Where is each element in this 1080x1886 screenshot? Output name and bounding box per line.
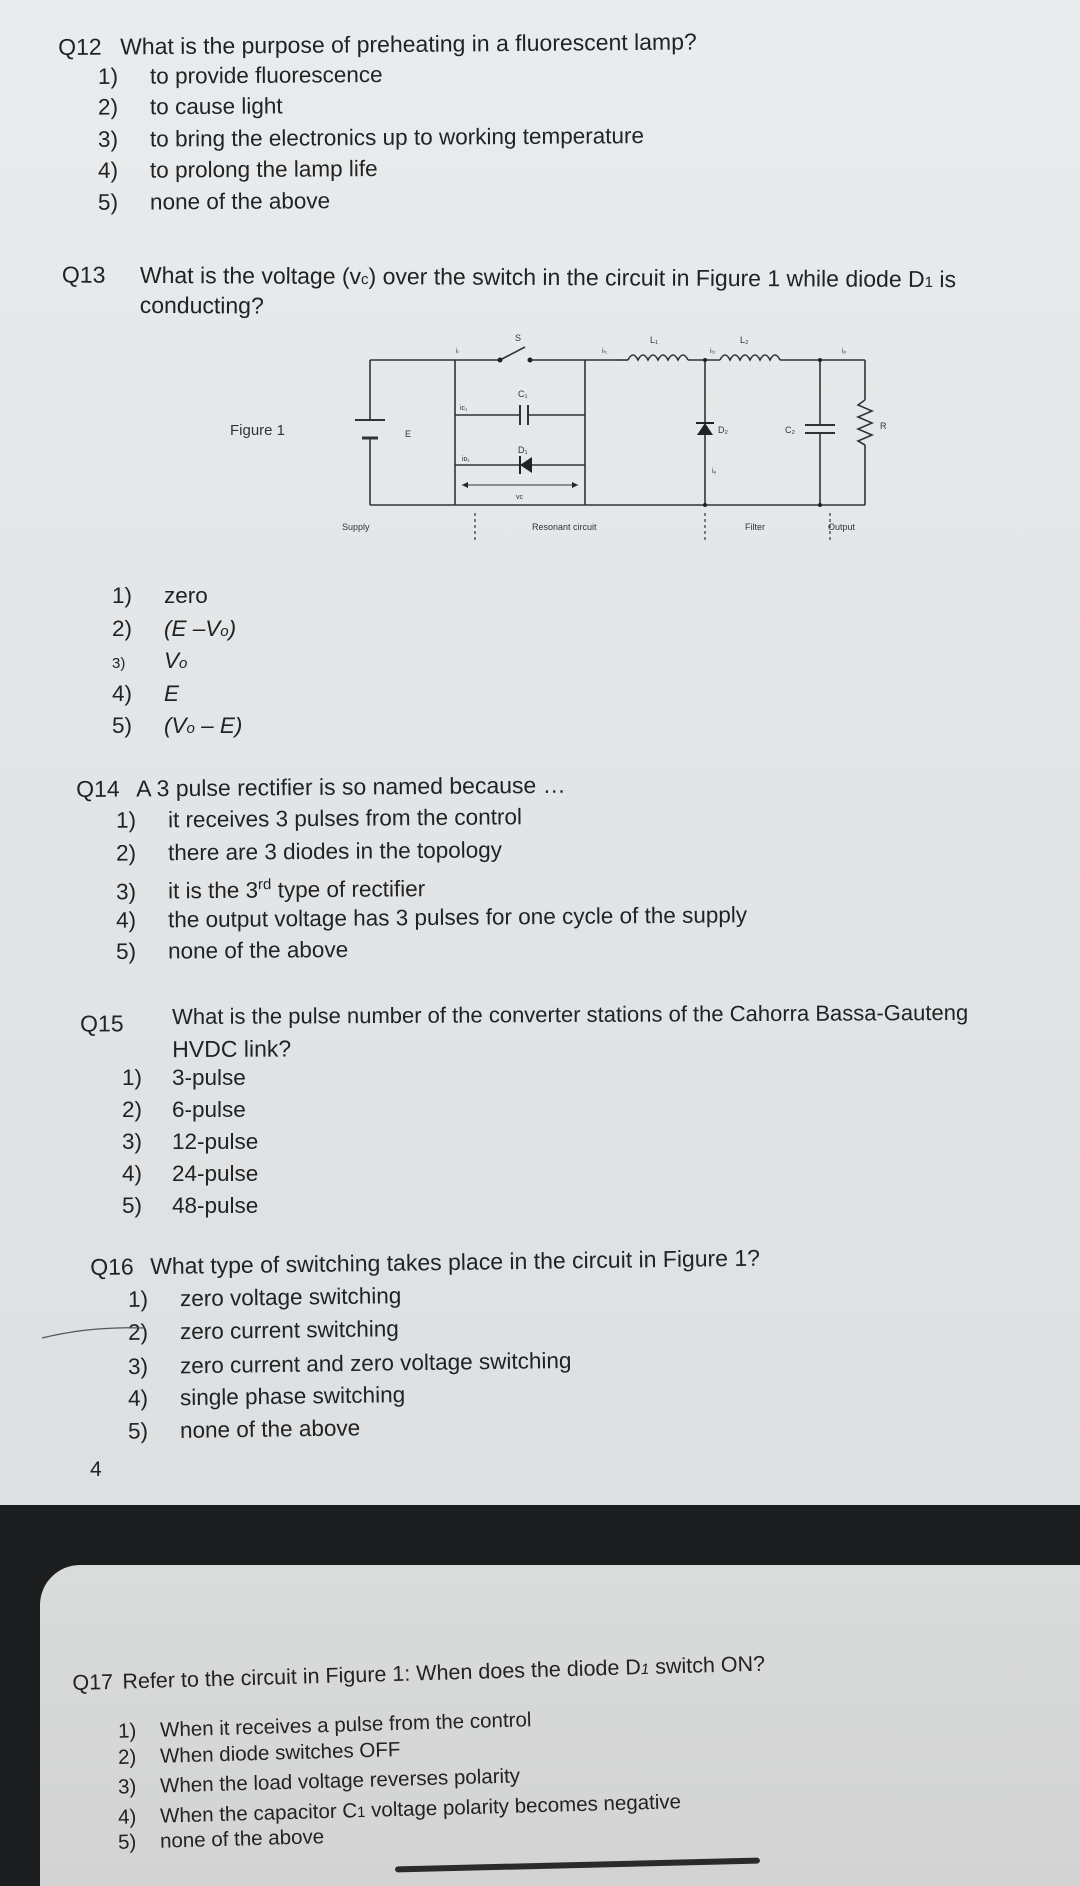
svg-text:vc: vc	[516, 494, 523, 501]
option-q13-2[interactable]: 2) (E –Vo)	[112, 616, 237, 641]
switch-contact	[498, 358, 503, 363]
svg-text:iᴅ₁: iᴅ₁	[462, 456, 470, 463]
page-divider	[0, 1505, 1080, 1565]
section-label-supply: Supply	[342, 522, 370, 532]
svg-text:iₗ₂: iₗ₂	[710, 348, 716, 355]
question-number: Q12	[58, 33, 102, 60]
inductor-l2	[720, 355, 780, 360]
question-text: What is the purpose of preheating in a fluorescent lamp?	[120, 28, 697, 60]
switch-contact	[528, 358, 533, 363]
svg-text:S: S	[515, 333, 522, 343]
question-number: Q13	[61, 261, 106, 288]
question-number: Q15	[80, 1010, 124, 1037]
svg-text:L₁: L₁	[650, 335, 659, 345]
option-q17-1[interactable]: 1) When it receives a pulse from the control	[117, 1708, 532, 1743]
option-q16-3[interactable]: 3) zero current and zero voltage switching	[127, 1347, 572, 1380]
switch-blade	[500, 347, 525, 360]
diode-d2	[697, 423, 713, 435]
question-text: What is the pulse number of the converter stations of the Cahorra Bassa-Gauteng	[172, 999, 969, 1030]
question-number: Q16	[90, 1253, 134, 1280]
option-q16-4[interactable]: 4) single phase switching	[127, 1382, 406, 1411]
option-q17-2[interactable]: 2) When diode switches OFF	[117, 1738, 401, 1769]
section-label-output: Output	[828, 522, 856, 532]
question-text: A 3 pulse rectifier is so named because …	[136, 771, 566, 802]
section-label-resonant: Resonant circuit	[532, 522, 597, 532]
svg-text:L₂: L₂	[740, 335, 749, 345]
option-q16-2[interactable]: 2) zero current switching	[127, 1316, 399, 1345]
svg-text:D₂: D₂	[718, 425, 728, 435]
option-q14-4[interactable]: 4) the output voltage has 3 pulses for one cycle of the supply	[115, 902, 748, 933]
option-q17-4[interactable]: 4) When the capacitor C1 voltage polarity becomes negative	[117, 1790, 682, 1829]
option-q12-5[interactable]: 5) none of the above	[97, 188, 331, 215]
inductor-l1	[628, 355, 688, 360]
option-q13-5[interactable]: 5) (Vo – E)	[112, 713, 243, 738]
option-q17-3[interactable]: 3) When the load voltage reverses polarity	[117, 1764, 521, 1799]
option-q15-1[interactable]: 1) 3-pulse	[122, 1065, 246, 1090]
question-text-cont: conducting?	[139, 291, 264, 319]
option-q14-3[interactable]: 3) it is the 3rd type of rectifier	[115, 875, 426, 904]
option-q12-3[interactable]: 3) to bring the electronics up to working temperature	[97, 123, 645, 152]
svg-text:D₁: D₁	[518, 445, 528, 455]
question-number: Q17	[72, 1669, 114, 1695]
question-text: Refer to the circuit in Figure 1: When does the diode D1 switch ON?	[122, 1651, 766, 1694]
question-number: Q14	[76, 775, 120, 802]
option-q14-5[interactable]: 5) none of the above	[115, 936, 349, 965]
resistor-r	[858, 400, 872, 445]
option-q15-2[interactable]: 2) 6-pulse	[122, 1097, 246, 1122]
option-q14-2[interactable]: 2) there are 3 diodes in the topology	[115, 837, 503, 866]
option-q15-4[interactable]: 4) 24-pulse	[122, 1161, 259, 1186]
option-q13-4[interactable]: 4) E	[112, 681, 180, 706]
option-q12-2[interactable]: 2) to cause light	[97, 93, 283, 120]
figure-label: Figure 1	[230, 422, 286, 439]
option-q16-1[interactable]: 1) zero voltage switching	[127, 1283, 402, 1312]
svg-text:iᵢ: iᵢ	[456, 348, 459, 355]
svg-text:E: E	[405, 429, 412, 439]
option-q17-5[interactable]: 5) none of the above	[117, 1825, 325, 1854]
option-q14-1[interactable]: 1) it receives 3 pulses from the control	[115, 804, 523, 833]
option-q13-3[interactable]: 3) Vo	[112, 648, 188, 673]
option-q15-5[interactable]: 5) 48-pulse	[122, 1193, 259, 1218]
svg-text:iₒ: iₒ	[842, 348, 847, 355]
question-text: What type of switching takes place in the circuit in Figure 1?	[150, 1244, 761, 1280]
section-label-filter: Filter	[745, 522, 765, 532]
pencil-mark	[40, 1322, 150, 1342]
svg-text:iₗ₁: iₗ₁	[602, 348, 608, 355]
svg-text:ic₁: ic₁	[460, 405, 468, 412]
question-text: What is the voltage (vc) over the switch in the circuit in Figure 1 while diode D1 is	[139, 261, 957, 293]
svg-text:C₁: C₁	[518, 389, 528, 399]
circuit-figure	[230, 325, 910, 560]
question-text-cont: HVDC link?	[172, 1035, 292, 1063]
option-q15-3[interactable]: 3) 12-pulse	[122, 1129, 259, 1154]
svg-text:C₂: C₂	[785, 425, 795, 435]
svg-text:R: R	[880, 421, 887, 431]
option-q16-5[interactable]: 5) none of the above	[127, 1415, 361, 1444]
option-q12-1[interactable]: 1) to provide fluorescence	[97, 62, 383, 89]
page-number: 4	[90, 1458, 102, 1481]
option-q13-1[interactable]: 1) zero	[112, 583, 208, 608]
option-q12-4[interactable]: 4) to prolong the lamp life	[97, 156, 378, 183]
diode-d1	[520, 457, 532, 473]
svg-text:iₔ: iₔ	[712, 468, 717, 475]
